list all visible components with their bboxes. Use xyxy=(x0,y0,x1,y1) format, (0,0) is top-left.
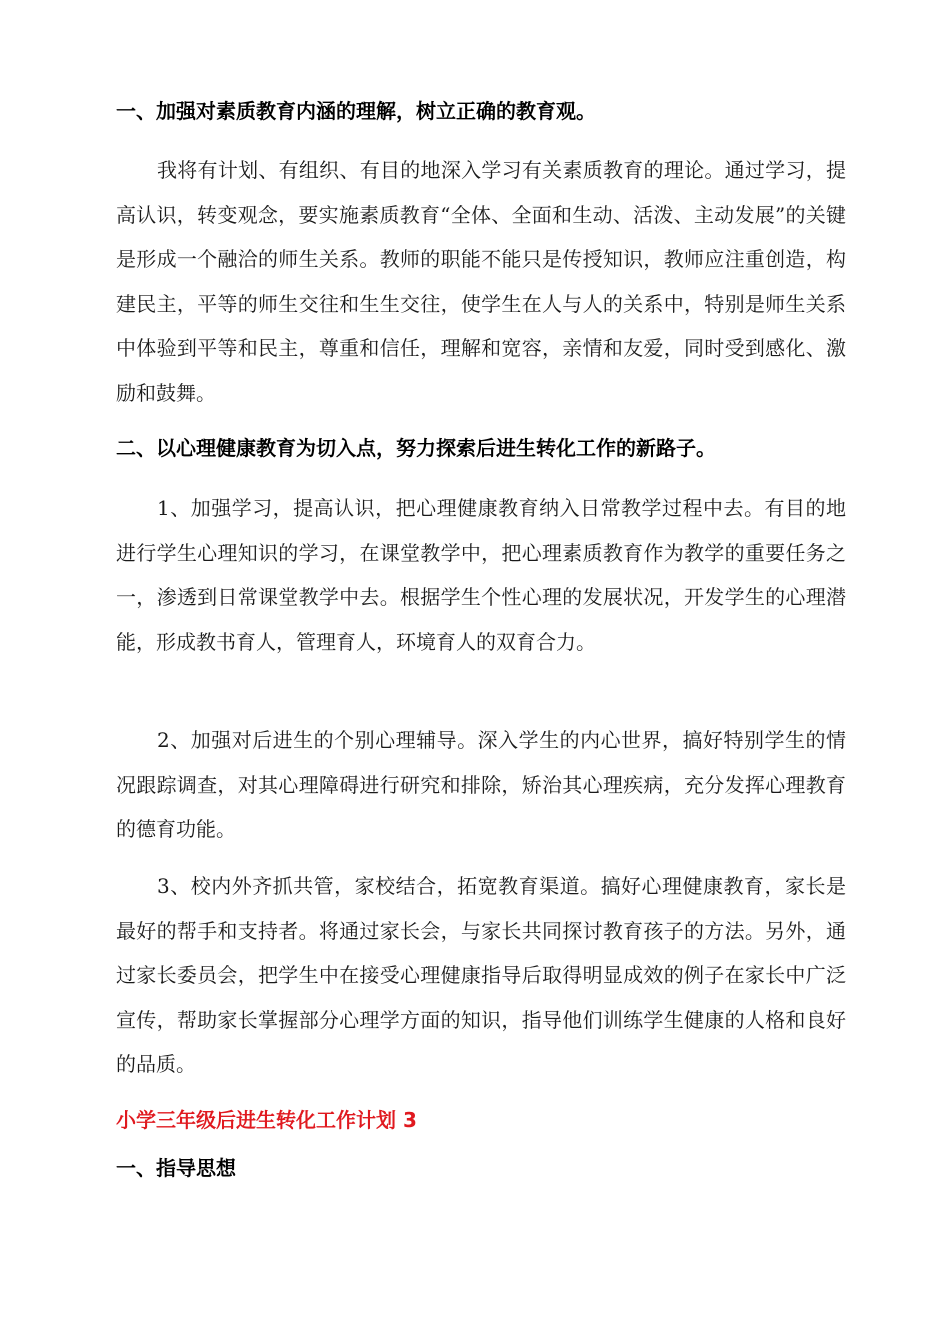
paragraph-3: 2、加强对后进生的个别心理辅导。深入学生的内心世界，搞好特别学生的情况跟踪调查，对其心理障碍进行研究和排除，矫治其心理疾病，充分发挥心理教育的德育功能。 xyxy=(116,728,846,842)
subsection-heading: 一、指导思想 xyxy=(116,1156,236,1180)
plan-title: 小学三年级后进生转化工作计划 3 xyxy=(116,1108,417,1132)
section-heading-2: 二、以心理健康教育为切入点，努力探索后进生转化工作的新路子。 xyxy=(116,436,716,460)
section-heading-1: 一、加强对素质教育内涵的理解，树立正确的教育观。 xyxy=(116,99,596,123)
paragraph-1: 我将有计划、有组织、有目的地深入学习有关素质教育的理论。通过学习，提高认识，转变观念，要实施素质教育“全体、全面和生动、活泼、主动发展”的关键是形成一个融洽的师生关系。教师的职能不能只是传授知识，教师应注重创造，构建民主，平等的师生交往和生生交往，使学生在人与人的关系中，特别是师生关系中体验到平等和民主，尊重和信任，理解和宽容，亲情和友爱，同时受到感化、激励和鼓舞。 xyxy=(116,158,846,405)
paragraph-2: 1、加强学习，提高认识，把心理健康教育纳入日常教学过程中去。有目的地进行学生心理知识的学习，在课堂教学中，把心理素质教育作为教学的重要任务之一，渗透到日常课堂教学中去。根据学生个性心理的发展状况，开发学生的心理潜能，形成教书育人，管理育人，环境育人的双育合力。 xyxy=(116,496,846,654)
paragraph-4: 3、校内外齐抓共管，家校结合，拓宽教育渠道。搞好心理健康教育，家长是最好的帮手和支持者。将通过家长会，与家长共同探讨教育孩子的方法。另外，通过家长委员会，把学生中在接受心理健康指导后取得明显成效的例子在家长中广泛宣传，帮助家长掌握部分心理学方面的知识，指导他们训练学生健康的人格和良好的品质。 xyxy=(116,874,846,1077)
